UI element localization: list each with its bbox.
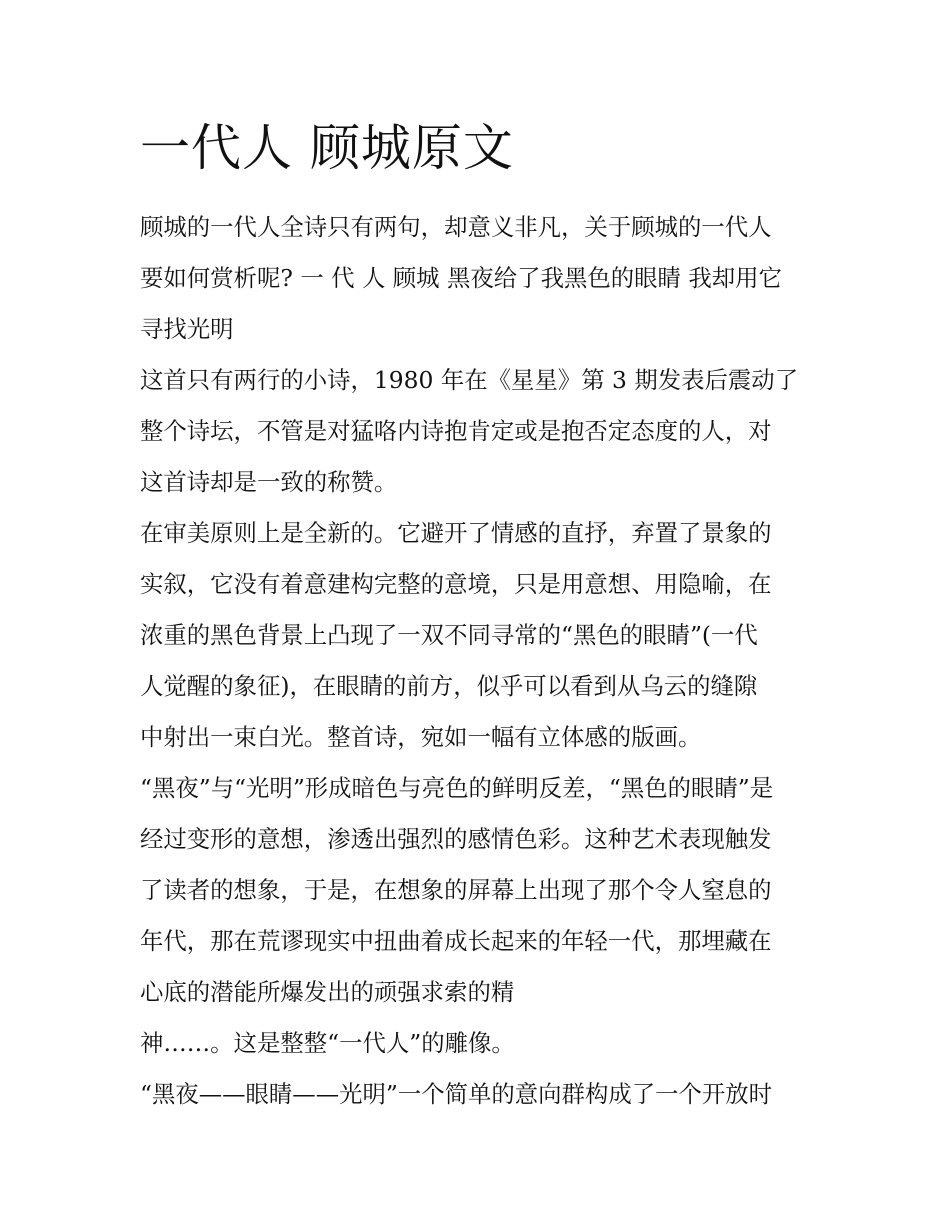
document-page	[140, 114, 820, 1120]
text-line: 中射出一束白光。整首诗，宛如一幅有立体感的版画。	[140, 723, 702, 751]
text-line: 实叙，它没有着意建构完整的意境，只是用意想、用隐喻，在	[140, 570, 772, 598]
paragraph-aesthetics	[140, 508, 820, 763]
text-line: 这首只有两行的小诗，1980 年在《星星》第 3 期发表后震动了	[140, 366, 799, 394]
text-line: 顾城的一代人全诗只有两句，却意义非凡，关于顾城的一代人	[140, 213, 772, 241]
paragraph-intro	[140, 202, 820, 355]
text-line: “黑夜——眼睛——光明”一个简单的意向群构成了一个开放时	[140, 1080, 773, 1108]
paragraph-imagery	[140, 1069, 820, 1120]
text-line: “黑夜”与“光明”形成暗色与亮色的鲜明反差，“黑色的眼睛”是	[140, 774, 774, 802]
text-line: 浓重的黑色背景上凸现了一双不同寻常的“黑色的眼睛”(一代	[140, 621, 758, 649]
text-line: 神……。这是整整“一代人”的雕像。	[140, 1029, 515, 1057]
text-line: 在审美原则上是全新的。它避开了情感的直抒，弃置了景象的	[140, 519, 772, 547]
text-line: 年代，那在荒谬现实中扭曲着成长起来的年轻一代，那埋藏在	[140, 927, 772, 955]
paragraph-statue	[140, 1018, 820, 1069]
paragraph-publication	[140, 355, 820, 508]
text-line: 经过变形的意想，渗透出强烈的感情色彩。这种艺术表现触发	[140, 825, 772, 853]
text-line: 寻找光明	[140, 315, 234, 343]
text-line: 这首诗却是一致的称赞。	[140, 468, 398, 496]
paragraph-contrast	[140, 763, 820, 1018]
text-line: 整个诗坛，不管是对猛咯内诗抱肯定或是抱否定态度的人，对	[140, 417, 772, 445]
text-line: 人觉醒的象征)，在眼睛的前方，似乎可以看到从乌云的缝隙	[140, 672, 758, 700]
text-line: 心底的潜能所爆发出的顽强求索的精	[140, 978, 515, 1006]
text-line: 要如何赏析呢? 一 代 人 顾城 黑夜给了我黑色的眼睛 我却用它	[140, 264, 782, 292]
page-title: 一代人 顾城原文	[140, 119, 514, 177]
text-line: 了读者的想象，于是，在想象的屏幕上出现了那个令人窒息的	[140, 876, 772, 904]
